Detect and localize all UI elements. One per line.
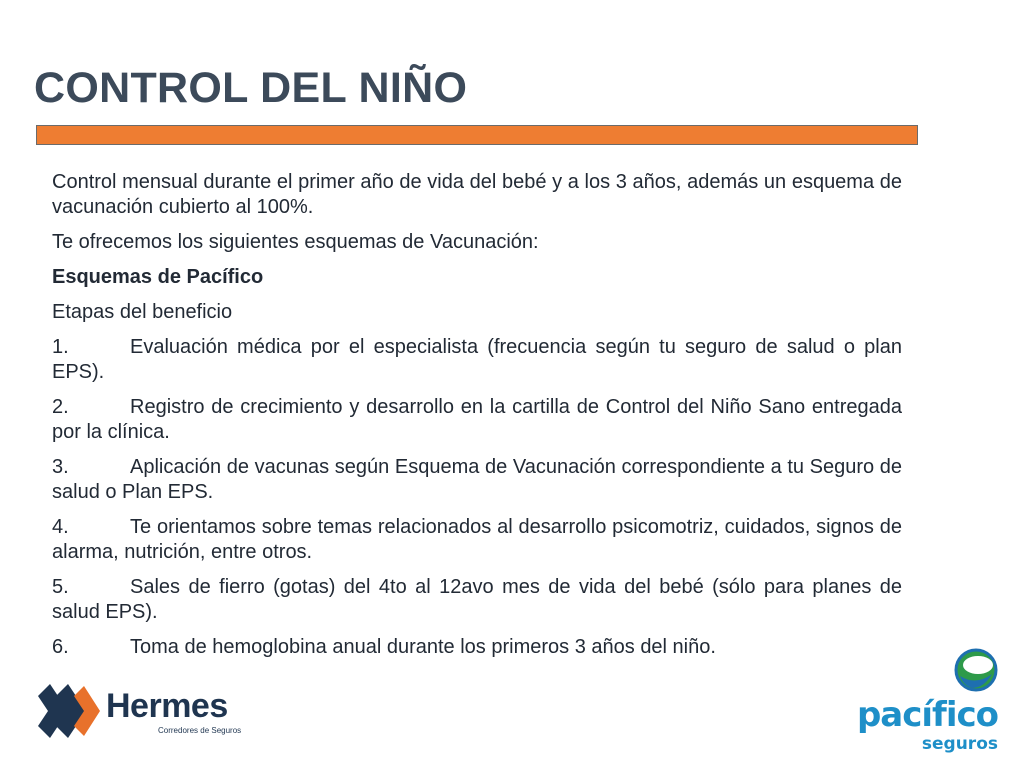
- step-text: Evaluación médica por el especialista (frecuencia según tu seguro de salud o plan EPS).: [52, 336, 902, 383]
- slide-body: [52, 170, 902, 670]
- benefit-step: [52, 395, 902, 445]
- hermes-name: Hermes: [106, 687, 228, 725]
- step-text: Toma de hemoglobina anual durante los primeros 3 años del niño.: [130, 636, 716, 658]
- offer-paragraph: Te ofrecemos los siguientes esquemas de Vacunación:: [52, 231, 539, 253]
- pacifico-name: pacífico: [856, 695, 998, 735]
- stages-heading: Etapas del beneficio: [52, 301, 233, 323]
- step-number: 4.: [52, 516, 69, 538]
- benefit-step: [52, 335, 902, 385]
- pacifico-globe-icon: [954, 648, 998, 692]
- slide-title: CONTROL DEL NIÑO: [34, 64, 468, 112]
- step-text: Te orientamos sobre temas relacionados al desarrollo psicomotriz, cuidados, signos de alarma, nutrición, entre otros.: [52, 516, 902, 563]
- step-text: Registro de crecimiento y desarrollo en la cartilla de Control del Niño Sano entregada por la clínica.: [52, 396, 902, 443]
- step-text: Sales de fierro (gotas) del 4to al 12avo mes de vida del bebé (sólo para planes de salud EPS).: [52, 576, 902, 623]
- hermes-mark-icon: [34, 682, 104, 740]
- benefit-step: [52, 515, 902, 565]
- step-text: Aplicación de vacunas según Esquema de Vacunación correspondiente a tu Seguro de salud o Plan EPS.: [52, 456, 902, 503]
- hermes-logo: [34, 682, 249, 740]
- step-number: 5.: [52, 576, 69, 598]
- pacifico-subtitle: seguros: [921, 734, 998, 754]
- step-number: 2.: [52, 396, 69, 418]
- title-accent-bar: [36, 125, 918, 145]
- step-number: 6.: [52, 636, 69, 658]
- benefit-step: [52, 635, 902, 660]
- step-number: 1.: [52, 336, 69, 358]
- schemes-heading: Esquemas de Pacífico: [52, 266, 264, 288]
- step-number: 3.: [52, 456, 69, 478]
- benefit-step: [52, 575, 902, 625]
- benefit-step: [52, 455, 902, 505]
- hermes-subtitle: Corredores de Seguros: [158, 726, 242, 735]
- intro-paragraph: Control mensual durante el primer año de vida del bebé y a los 3 años, además un esquema de vacunación cubierto al 100%.: [52, 171, 902, 218]
- pacifico-logo: [858, 648, 1004, 758]
